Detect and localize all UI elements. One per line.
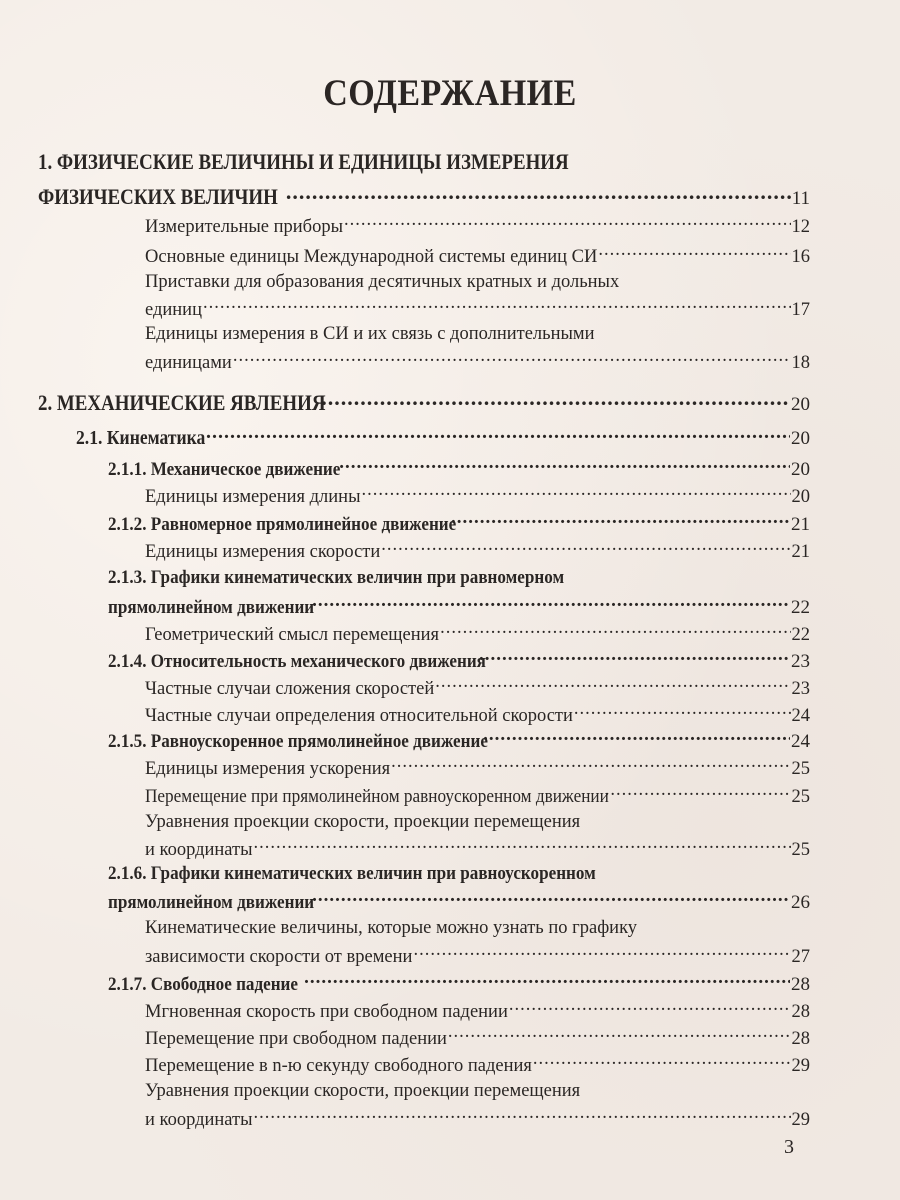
dot-leader xyxy=(312,594,790,613)
toc-page-number: 29 xyxy=(791,1055,810,1076)
toc-entry[interactable] xyxy=(145,538,810,564)
dot-leader xyxy=(574,702,791,721)
toc-entry-label: Единицы измерения скорости xyxy=(145,541,381,562)
dot-leader xyxy=(339,456,790,475)
dot-leader xyxy=(206,424,790,444)
toc-entry[interactable] xyxy=(145,243,810,269)
toc-entry-label: 2.1.1. Механическое движение xyxy=(108,459,341,480)
toc-page-number: 21 xyxy=(791,541,810,562)
toc-entry-label: зависимости скорости от времени xyxy=(145,946,413,967)
toc-entry-label: Единицы измерения ускорения xyxy=(145,758,391,779)
toc-page-number: 26 xyxy=(791,892,810,913)
toc-page-number: 20 xyxy=(791,486,810,507)
toc-entry[interactable] xyxy=(145,702,810,728)
dot-leader xyxy=(254,836,791,855)
toc-entry[interactable] xyxy=(145,349,810,375)
toc-page-number: 20 xyxy=(791,428,810,449)
toc-entry-continued[interactable] xyxy=(145,916,637,940)
toc-entry-label: 2.1.7. Свободное падение xyxy=(108,974,299,995)
toc-section-entry[interactable] xyxy=(76,424,810,451)
dot-leader xyxy=(598,243,790,262)
toc-entry[interactable] xyxy=(145,1052,810,1078)
toc-entry-label: Перемещение при прямолинейном равноускоренном движении xyxy=(145,786,609,807)
toc-entry-label: Приставки для образования десятичных кратных и дольных xyxy=(145,272,620,292)
toc-page-number: 12 xyxy=(791,216,810,237)
toc-entry[interactable] xyxy=(145,1025,810,1051)
toc-entry-label: Кинематические величины, которые можно узнать по графику xyxy=(145,918,638,938)
dot-leader xyxy=(533,1052,791,1071)
toc-page-number: 22 xyxy=(791,597,810,618)
toc-entry-continued[interactable] xyxy=(145,810,580,834)
dot-leader xyxy=(254,1106,791,1125)
toc-entry-label: Единицы измерения длины xyxy=(145,486,361,507)
dot-leader xyxy=(413,943,790,962)
toc-chapter-entry[interactable] xyxy=(38,388,810,417)
dot-leader xyxy=(435,675,790,694)
toc-entry-label: 2.1.3. Графики кинематических величин при равномерном xyxy=(108,567,565,588)
toc-entry-label: ФИЗИЧЕСКИХ ВЕЛИЧИН xyxy=(38,184,278,209)
toc-subsection-entry[interactable] xyxy=(108,594,810,620)
dot-leader xyxy=(605,783,791,802)
toc-page-number: 20 xyxy=(791,459,810,480)
toc-entry-label: прямолинейном движении xyxy=(108,597,315,618)
dot-leader xyxy=(233,349,791,368)
toc-subsection-continued[interactable] xyxy=(108,862,650,886)
toc-page-number: 23 xyxy=(791,678,810,699)
toc-chapter-heading[interactable] xyxy=(38,150,655,174)
toc-page-number: 22 xyxy=(791,624,810,645)
dot-leader xyxy=(391,755,790,774)
toc-entry[interactable] xyxy=(145,296,810,322)
toc-entry-label: и координаты xyxy=(145,839,253,860)
toc-page-number: 28 xyxy=(791,974,810,995)
dot-leader xyxy=(509,998,791,1017)
toc-entry-label: 1. ФИЗИЧЕСКИЕ ВЕЛИЧИНЫ И ЕДИНИЦЫ ИЗМЕРЕНИЯ xyxy=(38,149,569,174)
toc-subsection-continued[interactable] xyxy=(108,566,615,590)
toc-entry-label: единицами xyxy=(145,352,232,373)
toc-entry-label: 2.1. Кинематика xyxy=(76,427,206,449)
toc-page-number: 11 xyxy=(791,188,810,209)
toc-entry-label: 2.1.4. Относительность механического движения xyxy=(108,651,486,672)
toc-entry[interactable] xyxy=(145,675,810,701)
toc-page-number: 28 xyxy=(791,1001,810,1022)
toc-page-number: 24 xyxy=(791,731,810,752)
toc-entry[interactable] xyxy=(145,1106,810,1132)
toc-page-number: 28 xyxy=(791,1028,810,1049)
dot-leader xyxy=(344,213,791,232)
dot-leader xyxy=(304,971,790,990)
dot-leader xyxy=(483,728,790,747)
toc-entry[interactable] xyxy=(145,783,810,809)
toc-entry-label: Перемещение в n-ю секунду свободного падения xyxy=(145,1055,532,1076)
toc-page-number: 21 xyxy=(791,514,810,535)
toc-entry-label: Частные случаи сложения скоростей xyxy=(145,678,435,699)
toc-entry-continued[interactable] xyxy=(145,1079,580,1103)
toc-entry-label: 2.1.5. Равноускоренное прямолинейное движение xyxy=(108,731,488,752)
toc-page-number: 23 xyxy=(791,651,810,672)
page-title: СОДЕРЖАНИЕ xyxy=(323,73,577,114)
dot-leader xyxy=(203,296,791,315)
toc-entry-label: Измерительные приборы xyxy=(145,216,343,237)
toc-page-number: 20 xyxy=(791,394,810,415)
toc-page-number: 24 xyxy=(791,705,810,726)
toc-entry[interactable] xyxy=(145,836,810,862)
toc-entry-label: Перемещение при свободном падении xyxy=(145,1028,447,1049)
toc-entry-label: Уравнения проекции скорости, проекции перемещения xyxy=(145,812,581,832)
toc-entry-label: Мгновенная скорость при свободном падении xyxy=(145,1001,508,1022)
toc-page-number: 16 xyxy=(791,246,810,267)
toc-page-number: 25 xyxy=(791,786,810,807)
toc-entry[interactable] xyxy=(145,943,810,969)
toc-entry[interactable] xyxy=(145,755,810,781)
toc-entry-continued[interactable] xyxy=(145,270,619,294)
dot-leader xyxy=(479,648,790,667)
toc-page-number: 27 xyxy=(791,946,810,967)
toc-entry-label: 2.1.2. Равномерное прямолинейное движение xyxy=(108,514,457,535)
toc-entry-label: 2. МЕХАНИЧЕСКИЕ ЯВЛЕНИЯ xyxy=(38,390,326,415)
toc-subsection-entry[interactable] xyxy=(108,511,810,537)
toc-page-number: 25 xyxy=(791,839,810,860)
toc-entry-label: Основные единицы Международной системы единиц СИ xyxy=(145,246,598,267)
dot-leader xyxy=(451,511,790,530)
toc-entry-label: Частные случаи определения относительной скорости xyxy=(145,705,573,726)
toc-entry[interactable] xyxy=(145,213,810,239)
toc-entry-label: Геометрический смысл перемещения xyxy=(145,624,440,645)
toc-page-number: 17 xyxy=(791,299,810,320)
dot-leader xyxy=(286,182,791,204)
toc-page-number: 25 xyxy=(791,758,810,779)
dot-leader xyxy=(362,483,791,502)
toc-page-number: 29 xyxy=(791,1109,810,1130)
toc-subsection-entry[interactable] xyxy=(108,456,810,482)
toc-entry-label: Единицы измерения в СИ и их связь с дополнительными xyxy=(145,324,595,344)
toc-entry-label: Уравнения проекции скорости, проекции перемещения xyxy=(145,1081,581,1101)
toc-entry[interactable] xyxy=(145,998,810,1024)
toc-entry-label: и координаты xyxy=(145,1109,253,1130)
dot-leader xyxy=(381,538,790,557)
dot-leader xyxy=(440,621,790,640)
toc-subsection-entry[interactable] xyxy=(108,648,810,674)
page-number: 3 xyxy=(784,1136,794,1158)
dot-leader xyxy=(321,388,790,410)
toc-subsection-entry[interactable] xyxy=(108,889,810,915)
toc-entry[interactable] xyxy=(145,483,810,509)
toc-entry-label: 2.1.6. Графики кинематических величин при равноускоренном xyxy=(108,863,596,884)
dot-leader xyxy=(448,1025,791,1044)
toc-subsection-entry[interactable] xyxy=(108,728,810,754)
toc-entry[interactable] xyxy=(145,621,810,647)
toc-entry-label: прямолинейном движении xyxy=(108,892,315,913)
toc-subsection-entry[interactable] xyxy=(108,971,810,997)
toc-page-number: 18 xyxy=(791,352,810,373)
toc-entry-label: единиц xyxy=(145,299,202,320)
dot-leader xyxy=(312,889,790,908)
toc-entry-continued[interactable] xyxy=(145,322,595,346)
toc-chapter-entry[interactable] xyxy=(38,182,810,211)
